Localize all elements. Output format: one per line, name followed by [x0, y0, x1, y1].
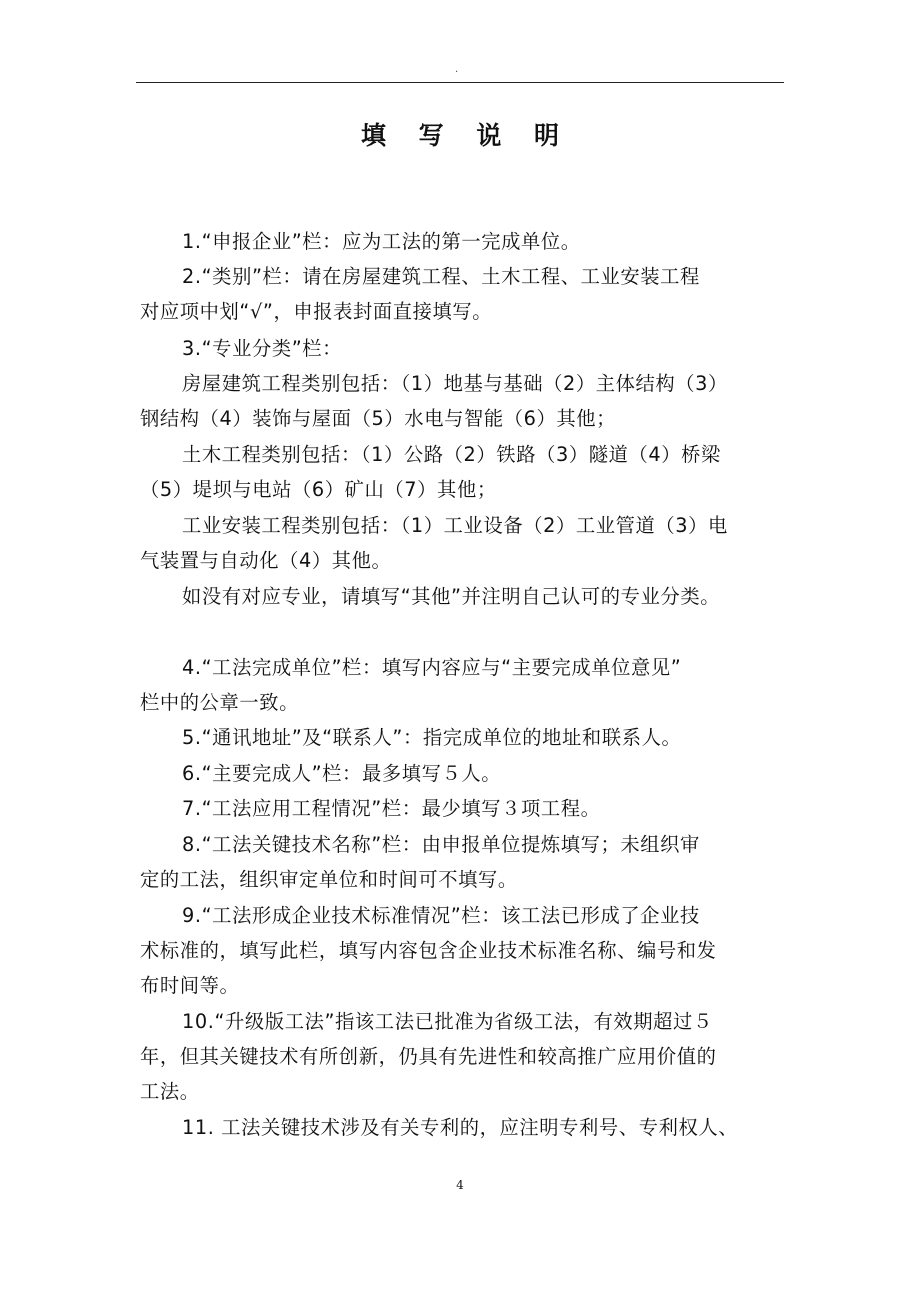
- item-2-line-1: 2.“类别”栏：请在房屋建筑工程、土木工程、工业安装工程: [182, 265, 700, 288]
- item-9-line-2: 术标准的，填写此栏，填写内容包含企业技术标准名称、编号和发: [140, 939, 717, 962]
- item-8-line-1: 8.“工法关键技术名称”栏：由申报单位提炼填写；未组织审: [182, 833, 700, 856]
- page-number: 4: [456, 1178, 464, 1192]
- item-3-line-1: 3.“专业分类”栏：: [182, 337, 343, 360]
- item-7-line-1: 7.“工法应用工程情况”栏：最少填写３项工程。: [182, 797, 601, 820]
- item-5-line-1: 5.“通讯地址”及“联系人”：指完成单位的地址和联系人。: [182, 726, 682, 749]
- item-4-line-2: 栏中的公章一致。: [140, 691, 300, 714]
- item-2-line-2: 对应项中划“√”，申报表封面直接填写。: [140, 300, 493, 323]
- header-rule: [136, 82, 784, 83]
- header-mark: .: [455, 64, 459, 75]
- item-9-line-1: 9.“工法形成企业技术标准情况”栏：该工法已形成了企业技: [182, 904, 700, 927]
- item-11-line-1: 11. 工法关键技术涉及有关专利的，应注明专利号、专利权人、: [182, 1116, 739, 1139]
- item-1-line-1: 1.“申报企业”栏：应为工法的第一完成单位。: [182, 230, 581, 253]
- industrial-categories-line-2: 气装置与自动化（4）其他。: [140, 549, 392, 572]
- item-9-line-3: 布时间等。: [140, 974, 240, 997]
- item-8-line-2: 定的工法，组织审定单位和时间可不填写。: [140, 868, 518, 891]
- page-title: 填 写 说 明: [360, 121, 572, 150]
- building-categories-line-2: 钢结构（4）装饰与屋面（5）水电与智能（6）其他；: [140, 407, 616, 430]
- industrial-categories-line-1: 工业安装工程类别包括：（1）工业设备（2）工业管道（3）电: [182, 514, 728, 537]
- item-10-line-1: 10.“升级版工法”指该工法已批准为省级工法，有效期超过５: [182, 1010, 713, 1033]
- item-4-line-1: 4.“工法完成单位”栏：填写内容应与“主要完成单位意见”: [182, 656, 682, 679]
- item-10-line-2: 年，但其关键技术有所创新，仍具有先进性和较高推广应用价值的: [140, 1045, 717, 1068]
- item-10-line-3: 工法。: [140, 1080, 200, 1103]
- civil-categories-line-1: 土木工程类别包括：（1）公路（2）铁路（3）隧道（4）桥梁: [182, 443, 721, 466]
- other-category-note: 如没有对应专业，请填写“其他”并注明自己认可的专业分类。: [182, 585, 721, 608]
- civil-categories-line-2: （5）堤坝与电站（6）矿山（7）其他；: [140, 478, 497, 501]
- building-categories-line-1: 房屋建筑工程类别包括：（1）地基与基础（2）主体结构（3）: [182, 372, 728, 395]
- item-6-line-1: 6.“主要完成人”栏：最多填写５人。: [182, 762, 502, 785]
